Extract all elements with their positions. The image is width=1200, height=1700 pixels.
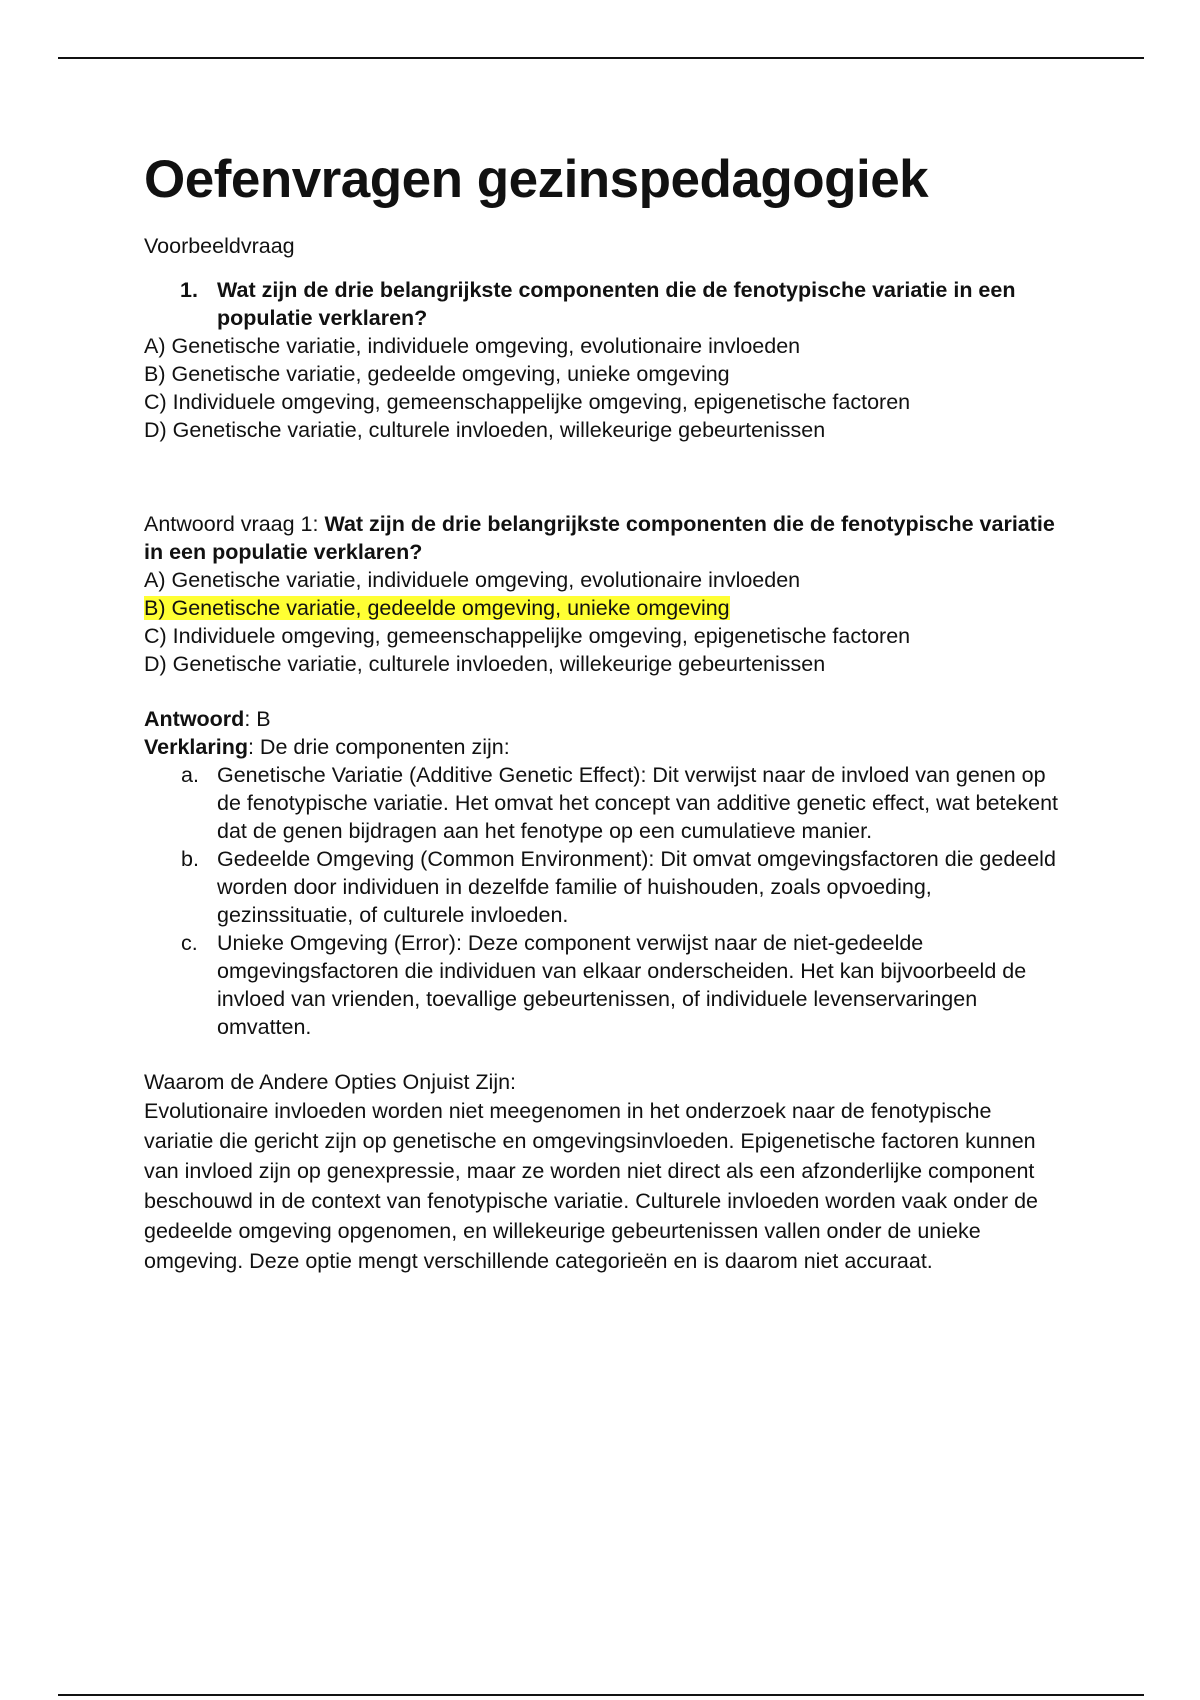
component-item-b xyxy=(144,845,1064,929)
explanation-intro: : De drie componenten zijn: xyxy=(247,735,510,759)
answer-option-c: C) Individuele omgeving, gemeenschappelijke omgeving, epigenetische factoren xyxy=(144,624,911,648)
option-b: B) Genetische variatie, gedeelde omgeving, unieke omgeving xyxy=(144,362,730,386)
question-number: 1. xyxy=(180,278,198,302)
question-list xyxy=(144,276,1064,332)
answer-question-text: Wat zijn de drie belangrijkste componenten die de fenotypische variatie in een populatie verklaren? xyxy=(144,512,1055,564)
answer-option-d: D) Genetische variatie, culturele invloeden, willekeurige gebeurtenissen xyxy=(144,652,826,676)
answer-prefix: Antwoord vraag 1: xyxy=(144,512,325,536)
option-d: D) Genetische variatie, culturele invloeden, willekeurige gebeurtenissen xyxy=(144,418,826,442)
component-text: Unieke Omgeving (Error): Deze component verwijst naar de niet-gedeelde omgevingsfactoren die individuen van elkaar onderscheiden. Het kan bijvoorbeeld de invloed van vrienden, toevallige gebeurtenissen, of individuele levenservaringen omvatten. xyxy=(217,931,1027,1039)
component-marker: c. xyxy=(181,931,198,955)
component-item-a xyxy=(144,761,1064,845)
question-item xyxy=(144,276,1064,332)
component-item-c xyxy=(144,929,1064,1041)
component-marker: a. xyxy=(181,763,199,787)
answer-label: Antwoord xyxy=(144,707,245,731)
example-label: Voorbeeldvraag xyxy=(144,234,295,258)
bottom-rule xyxy=(58,1694,1144,1696)
component-marker: b. xyxy=(181,847,199,871)
other-options-text: Evolutionaire invloeden worden niet meegenomen in het onderzoek naar de fenotypische variatie die gericht zijn op genetische en omgevingsinvloeden. Epigenetische factoren kunnen van invloed zijn op genexpressie, maar ze worden niet direct als een afzonderlijke component beschouwd in de context van fenotypische variatie. Culturele invloeden worden vaak onder de gedeelde omgeving opgenomen, en willekeurige gebeurtenissen vallen onder de unieke omgeving. Deze optie mengt verschillende categorieën en is daarom niet accuraat. xyxy=(144,1099,1039,1273)
answer-value: : B xyxy=(244,707,271,731)
answer-option-a: A) Genetische variatie, individuele omgeving, evolutionaire invloeden xyxy=(144,568,801,592)
top-rule xyxy=(58,57,1144,59)
question-text: Wat zijn de drie belangrijkste componenten die de fenotypische variatie in een populatie verklaren? xyxy=(217,278,1016,330)
explanation-line xyxy=(144,733,1064,761)
answer-heading xyxy=(144,510,1064,566)
page-title: Oefenvragen gezinspedagogiek xyxy=(144,150,929,209)
option-a: A) Genetische variatie, individuele omgeving, evolutionaire invloeden xyxy=(144,334,801,358)
explanation-label: Verklaring xyxy=(144,735,248,759)
option-c: C) Individuele omgeving, gemeenschappelijke omgeving, epigenetische factoren xyxy=(144,390,911,414)
document-body xyxy=(144,140,1064,1276)
answer-line xyxy=(144,705,1064,733)
answer-option-b-highlighted: B) Genetische variatie, gedeelde omgeving, unieke omgeving xyxy=(144,596,730,620)
answer-option-b-row xyxy=(144,594,1064,622)
component-text: Gedeelde Omgeving (Common Environment): Dit omvat omgevingsfactoren die gedeeld worden door individuen in dezelfde familie of huishouden, zoals opvoeding, gezinssituatie, of culturele invloeden. xyxy=(217,847,1056,927)
component-text: Genetische Variatie (Additive Genetic Effect): Dit verwijst naar de invloed van genen op de fenotypische variatie. Het omvat het concept van additive genetic effect, wat betekent dat de genen bijdragen aan het fenotype op een cumulatieve manier. xyxy=(217,763,1058,843)
other-options-heading: Waarom de Andere Opties Onjuist Zijn: xyxy=(144,1070,517,1094)
